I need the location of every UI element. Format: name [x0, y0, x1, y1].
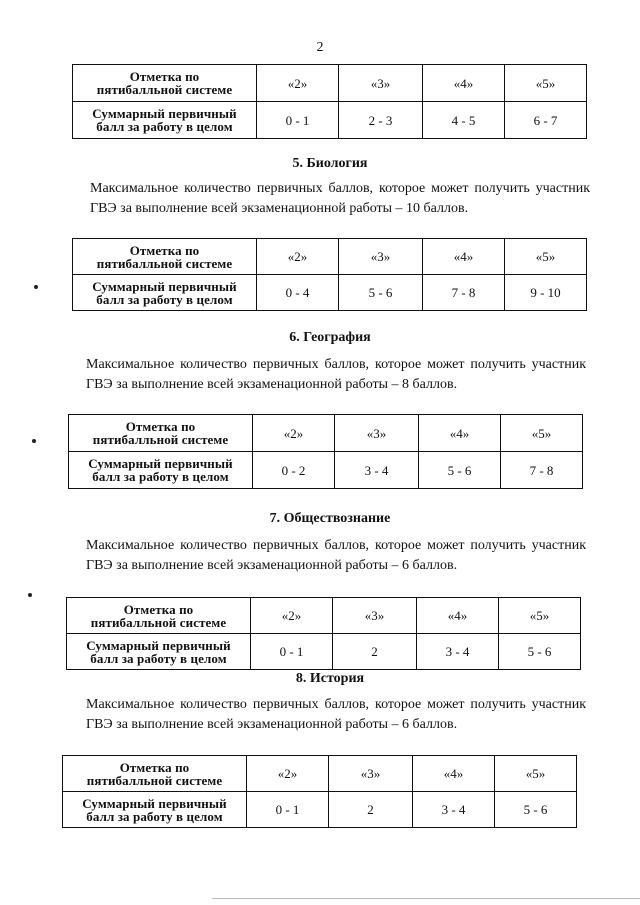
- grade-4-cell: «4»: [423, 239, 505, 275]
- score-cell: 5 - 6: [419, 452, 501, 489]
- scan-bottom-edge: [212, 898, 640, 899]
- section-title-history: 8. История: [295, 671, 365, 686]
- score-cell: 7 - 8: [501, 452, 583, 489]
- grade-table-top: [72, 64, 587, 139]
- grade-table-history: [62, 755, 577, 828]
- grade-2-cell: «2»: [257, 239, 339, 275]
- score-cell: 0 - 2: [253, 452, 335, 489]
- score-cell: 0 - 4: [257, 275, 339, 311]
- grade-header-row: [63, 756, 577, 792]
- score-cell: 2: [329, 792, 413, 828]
- grade-3-cell: «3»: [335, 415, 419, 452]
- grade-4-cell: «4»: [419, 415, 501, 452]
- grade-2-cell: «2»: [253, 415, 335, 452]
- score-cell: 6 - 7: [505, 102, 587, 139]
- score-row: [69, 452, 583, 489]
- score-cell: 2: [333, 634, 417, 670]
- section-text-social-studies: Максимальное количество первичных баллов, которое может получить участник ГВЭ за выполнение всей экзаменационной работы – 6 баллов.: [86, 538, 586, 573]
- grade-header-row: [73, 65, 587, 102]
- score-cell: 0 - 1: [257, 102, 339, 139]
- scan-mark-dot: [32, 439, 36, 443]
- grade-table-geography: [68, 414, 583, 489]
- grade-3-cell: «3»: [333, 598, 417, 634]
- score-label: Суммарный первичный балл за работу в целом: [67, 634, 251, 670]
- score-row: [73, 102, 587, 139]
- score-cell: 2 - 3: [339, 102, 423, 139]
- section-text-history: Максимальное количество первичных баллов, которое может получить участник ГВЭ за выполнение всей экзаменационной работы – 6 баллов.: [86, 697, 586, 732]
- grade-4-cell: «4»: [423, 65, 505, 102]
- grade-5-cell: «5»: [505, 65, 587, 102]
- score-row: [63, 792, 577, 828]
- page-number: 2: [316, 40, 324, 55]
- grade-header-row: [73, 239, 587, 275]
- score-cell: 9 - 10: [505, 275, 587, 311]
- score-cell: 0 - 1: [251, 634, 333, 670]
- score-row: [73, 275, 587, 311]
- score-cell: 4 - 5: [423, 102, 505, 139]
- scan-mark-dot: [28, 593, 32, 597]
- score-label: Суммарный первичный балл за работу в целом: [63, 792, 247, 828]
- grade-system-label: Отметка по пятибалльной системе: [67, 598, 251, 634]
- grade-5-cell: «5»: [501, 415, 583, 452]
- score-cell: 5 - 6: [495, 792, 577, 828]
- score-row: [67, 634, 581, 670]
- score-label: Суммарный первичный балл за работу в целом: [73, 102, 257, 139]
- score-cell: 5 - 6: [339, 275, 423, 311]
- section-title-social-studies: 7. Обществознание: [269, 511, 391, 526]
- grade-3-cell: «3»: [339, 65, 423, 102]
- grade-4-cell: «4»: [413, 756, 495, 792]
- grade-header-row: [69, 415, 583, 452]
- score-cell: 3 - 4: [417, 634, 499, 670]
- section-title-biology: 5. Биология: [292, 156, 368, 171]
- grade-system-label: Отметка по пятибалльной системе: [63, 756, 247, 792]
- grade-3-cell: «3»: [329, 756, 413, 792]
- grade-system-label: Отметка по пятибалльной системе: [69, 415, 253, 452]
- grade-header-row: [67, 598, 581, 634]
- score-cell: 0 - 1: [247, 792, 329, 828]
- grade-5-cell: «5»: [495, 756, 577, 792]
- score-cell: 7 - 8: [423, 275, 505, 311]
- grade-5-cell: «5»: [505, 239, 587, 275]
- grade-5-cell: «5»: [499, 598, 581, 634]
- grade-2-cell: «2»: [251, 598, 333, 634]
- score-label: Суммарный первичный балл за работу в целом: [73, 275, 257, 311]
- grade-system-label: Отметка по пятибалльной системе: [73, 65, 257, 102]
- grade-table-biology: [72, 238, 587, 311]
- section-title-geography: 6. География: [289, 330, 371, 345]
- score-cell: 5 - 6: [499, 634, 581, 670]
- score-cell: 3 - 4: [413, 792, 495, 828]
- grade-table-social-studies: [66, 597, 581, 670]
- section-text-biology: Максимальное количество первичных баллов, которое может получить участник ГВЭ за выполнение всей экзаменационной работы – 10 баллов.: [90, 181, 590, 216]
- grade-2-cell: «2»: [257, 65, 339, 102]
- grade-3-cell: «3»: [339, 239, 423, 275]
- section-text-geography: Максимальное количество первичных баллов, которое может получить участник ГВЭ за выполнение всей экзаменационной работы – 8 баллов.: [86, 357, 586, 392]
- grade-4-cell: «4»: [417, 598, 499, 634]
- scan-mark-dot: [34, 285, 38, 289]
- score-label: Суммарный первичный балл за работу в целом: [69, 452, 253, 489]
- score-cell: 3 - 4: [335, 452, 419, 489]
- grade-system-label: Отметка по пятибалльной системе: [73, 239, 257, 275]
- grade-2-cell: «2»: [247, 756, 329, 792]
